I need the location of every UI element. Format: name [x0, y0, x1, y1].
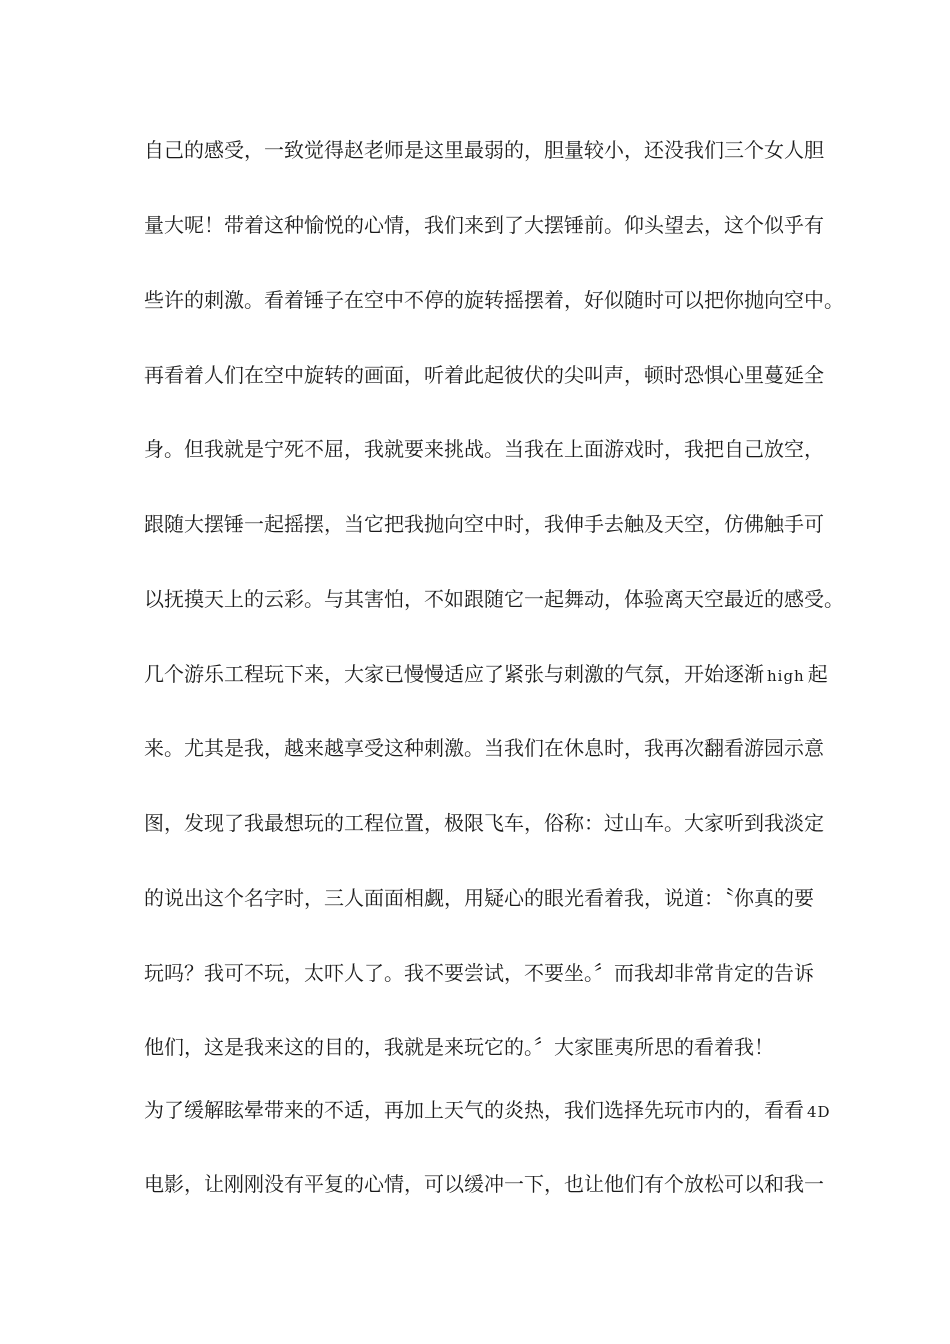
text-segment: 为了缓解眩晕带来的不适，再加上天气的炎热，我们选择先玩市内的，看看: [144, 1098, 804, 1122]
text-segment: 起: [807, 662, 828, 686]
text-line: 来。尤其是我，越来越享受这种刺激。当我们在休息时，我再次翻看游园示意: [144, 736, 824, 760]
text-line: 的说出这个名字时，三人面面相觑，用疑心的眼光看着我，说道：〝你真的要: [144, 886, 814, 910]
text-line: 再看着人们在空中旋转的画面，听着此起彼伏的尖叫声，顿时恐惧心里蔓延全: [144, 363, 824, 387]
text-line: 电影，让刚刚没有平复的心情，可以缓冲一下，也让他们有个放松可以和我一: [144, 1172, 824, 1196]
text-line: [144, 1094, 831, 1126]
text-line: 身。但我就是宁死不屈，我就要来挑战。当我在上面游戏时，我把自己放空，: [144, 437, 824, 461]
text-line: 跟随大摆锤一起摇摆，当它把我抛向空中时，我伸手去触及天空，仿佛触手可: [144, 512, 824, 536]
text-line: 自己的感受，一致觉得赵老师是这里最弱的，胆量较小，还没我们三个女人胆: [144, 138, 824, 162]
text-line: 玩吗？我可不玩，太吓人了。我不要尝试，不要坐。〞而我却非常肯定的告诉: [144, 961, 814, 985]
text-line: [144, 658, 828, 690]
text-line: 些许的刺激。看着锤子在空中不停的旋转摇摆着，好似随时可以把你抛向空中。: [144, 288, 844, 312]
latin-word: high: [767, 667, 805, 685]
text-segment: 几个游乐工程玩下来，大家已慢慢适应了紧张与刺激的气氛，开始逐渐: [144, 662, 764, 686]
latin-word: 4D: [807, 1103, 831, 1121]
text-line: 以抚摸天上的云彩。与其害怕，不如跟随它一起舞动，体验离天空最近的感受。: [144, 587, 844, 611]
text-line: 图，发现了我最想玩的工程位置，极限飞车，俗称：过山车。大家听到我淡定: [144, 811, 824, 835]
text-line: 量大呢！带着这种愉悦的心情，我们来到了大摆锤前。仰头望去，这个似乎有: [144, 213, 824, 237]
text-line: 他们，这是我来这的目的，我就是来玩它的。〞大家匪夷所思的看着我！: [144, 1035, 774, 1059]
